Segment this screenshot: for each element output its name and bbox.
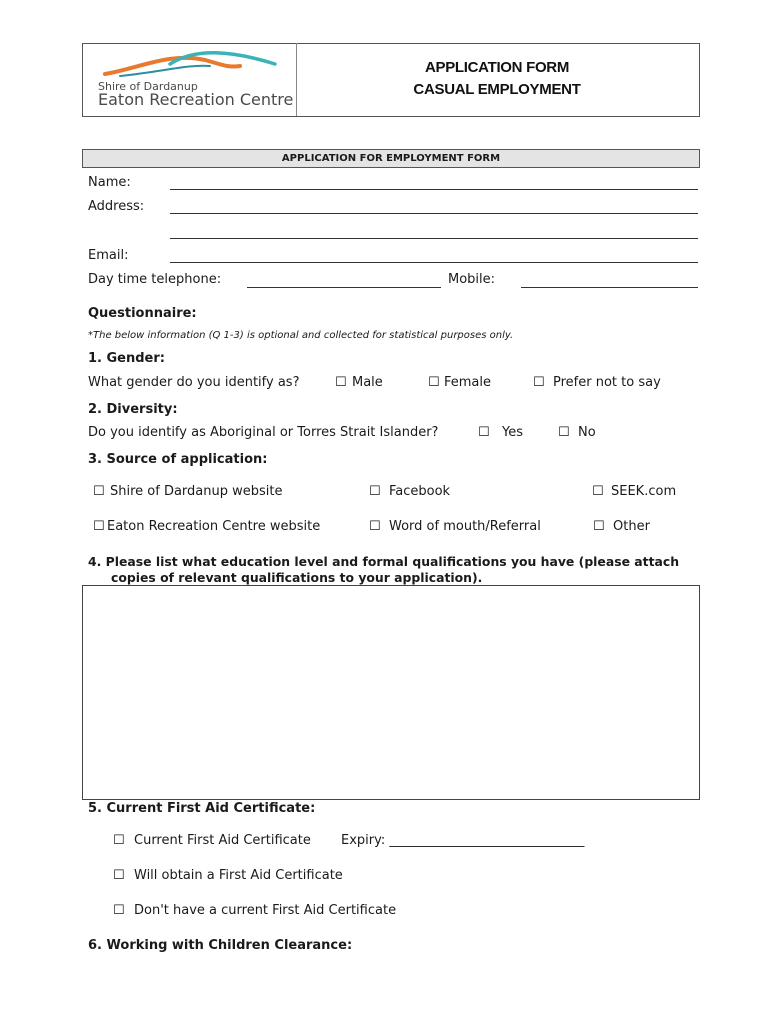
- q3-heading: 3. Source of application:: [88, 452, 268, 467]
- q3-shire-website-checkbox[interactable]: ☐: [93, 484, 105, 499]
- mobile-field[interactable]: [521, 287, 698, 288]
- q2-yes-checkbox[interactable]: ☐: [478, 425, 490, 440]
- qualifications-textarea[interactable]: [82, 585, 700, 800]
- address-field-line1[interactable]: [170, 213, 698, 214]
- q1-female-label: Female: [444, 375, 492, 390]
- q3-other-checkbox[interactable]: ☐: [593, 519, 605, 534]
- day-phone-label: Day time telephone:: [88, 272, 222, 287]
- q1-prefer-not-checkbox[interactable]: ☐: [533, 375, 545, 390]
- day-phone-field[interactable]: [247, 287, 441, 288]
- q5-current-label: Current First Aid Certificate: [134, 833, 311, 848]
- q2-no-checkbox[interactable]: ☐: [558, 425, 570, 440]
- q3-other-label: Other: [613, 519, 650, 534]
- q6-heading: 6. Working with Children Clearance:: [88, 938, 353, 953]
- q1-male-label: Male: [352, 375, 383, 390]
- q4-heading: 4. Please list what education level and formal qualifications you have (please attach: [88, 554, 680, 569]
- q1-heading: 1. Gender:: [88, 351, 165, 366]
- q5-none-label: Don't have a current First Aid Certificate: [134, 903, 397, 918]
- q5-will-obtain-checkbox[interactable]: ☐: [113, 868, 125, 883]
- q1-male-checkbox[interactable]: ☐: [335, 375, 347, 390]
- q1-question: What gender do you identify as?: [88, 375, 300, 390]
- q5-will-obtain-label: Will obtain a First Aid Certificate: [134, 868, 343, 883]
- q3-referral-label: Word of mouth/Referral: [389, 519, 541, 534]
- q5-heading: 5. Current First Aid Certificate:: [88, 801, 316, 816]
- name-field[interactable]: [170, 189, 698, 190]
- questionnaire-note: *The below information (Q 1-3) is optional and collected for statistical purposes only.: [88, 330, 514, 341]
- q3-erc-website-checkbox[interactable]: ☐: [93, 519, 105, 534]
- document-title: APPLICATION FORM: [424, 59, 570, 76]
- q3-facebook-label: Facebook: [389, 484, 451, 499]
- q2-yes-label: Yes: [502, 425, 523, 440]
- q5-expiry-field[interactable]: Expiry: ______________________________: [341, 833, 585, 848]
- name-label: Name:: [88, 175, 131, 190]
- logo-swoosh-icon: [100, 46, 280, 80]
- q2-question: Do you identify as Aboriginal or Torres Strait Islander?: [88, 425, 439, 440]
- q5-none-checkbox[interactable]: ☐: [113, 903, 125, 918]
- q5-current-checkbox[interactable]: ☐: [113, 833, 125, 848]
- q1-female-checkbox[interactable]: ☐: [428, 375, 440, 390]
- logo-shire-text: Shire of Dardanup: [98, 80, 198, 93]
- q3-seek-label: SEEK.com: [611, 484, 677, 499]
- q3-seek-checkbox[interactable]: ☐: [592, 484, 604, 499]
- q2-heading: 2. Diversity:: [88, 402, 178, 417]
- mobile-label: Mobile:: [448, 272, 496, 287]
- address-label: Address:: [88, 199, 145, 214]
- q2-no-label: No: [578, 425, 596, 440]
- q3-shire-website-label: Shire of Dardanup website: [110, 484, 283, 499]
- section-title-bar: APPLICATION FOR EMPLOYMENT FORM: [82, 149, 700, 168]
- address-field-line2[interactable]: [170, 238, 698, 239]
- q3-erc-website-label: Eaton Recreation Centre website: [107, 519, 321, 534]
- q3-referral-checkbox[interactable]: ☐: [369, 519, 381, 534]
- q4-heading-cont: copies of relevant qualifications to your application).: [111, 570, 483, 585]
- q3-facebook-checkbox[interactable]: ☐: [369, 484, 381, 499]
- q1-prefer-not-label: Prefer not to say: [553, 375, 661, 390]
- email-label: Email:: [88, 248, 129, 263]
- email-field[interactable]: [170, 262, 698, 263]
- questionnaire-heading: Questionnaire:: [88, 306, 197, 321]
- header-divider: [296, 43, 297, 116]
- document-subtitle: CASUAL EMPLOYMENT: [413, 81, 581, 98]
- logo-centre-text: Eaton Recreation Centre: [98, 90, 294, 109]
